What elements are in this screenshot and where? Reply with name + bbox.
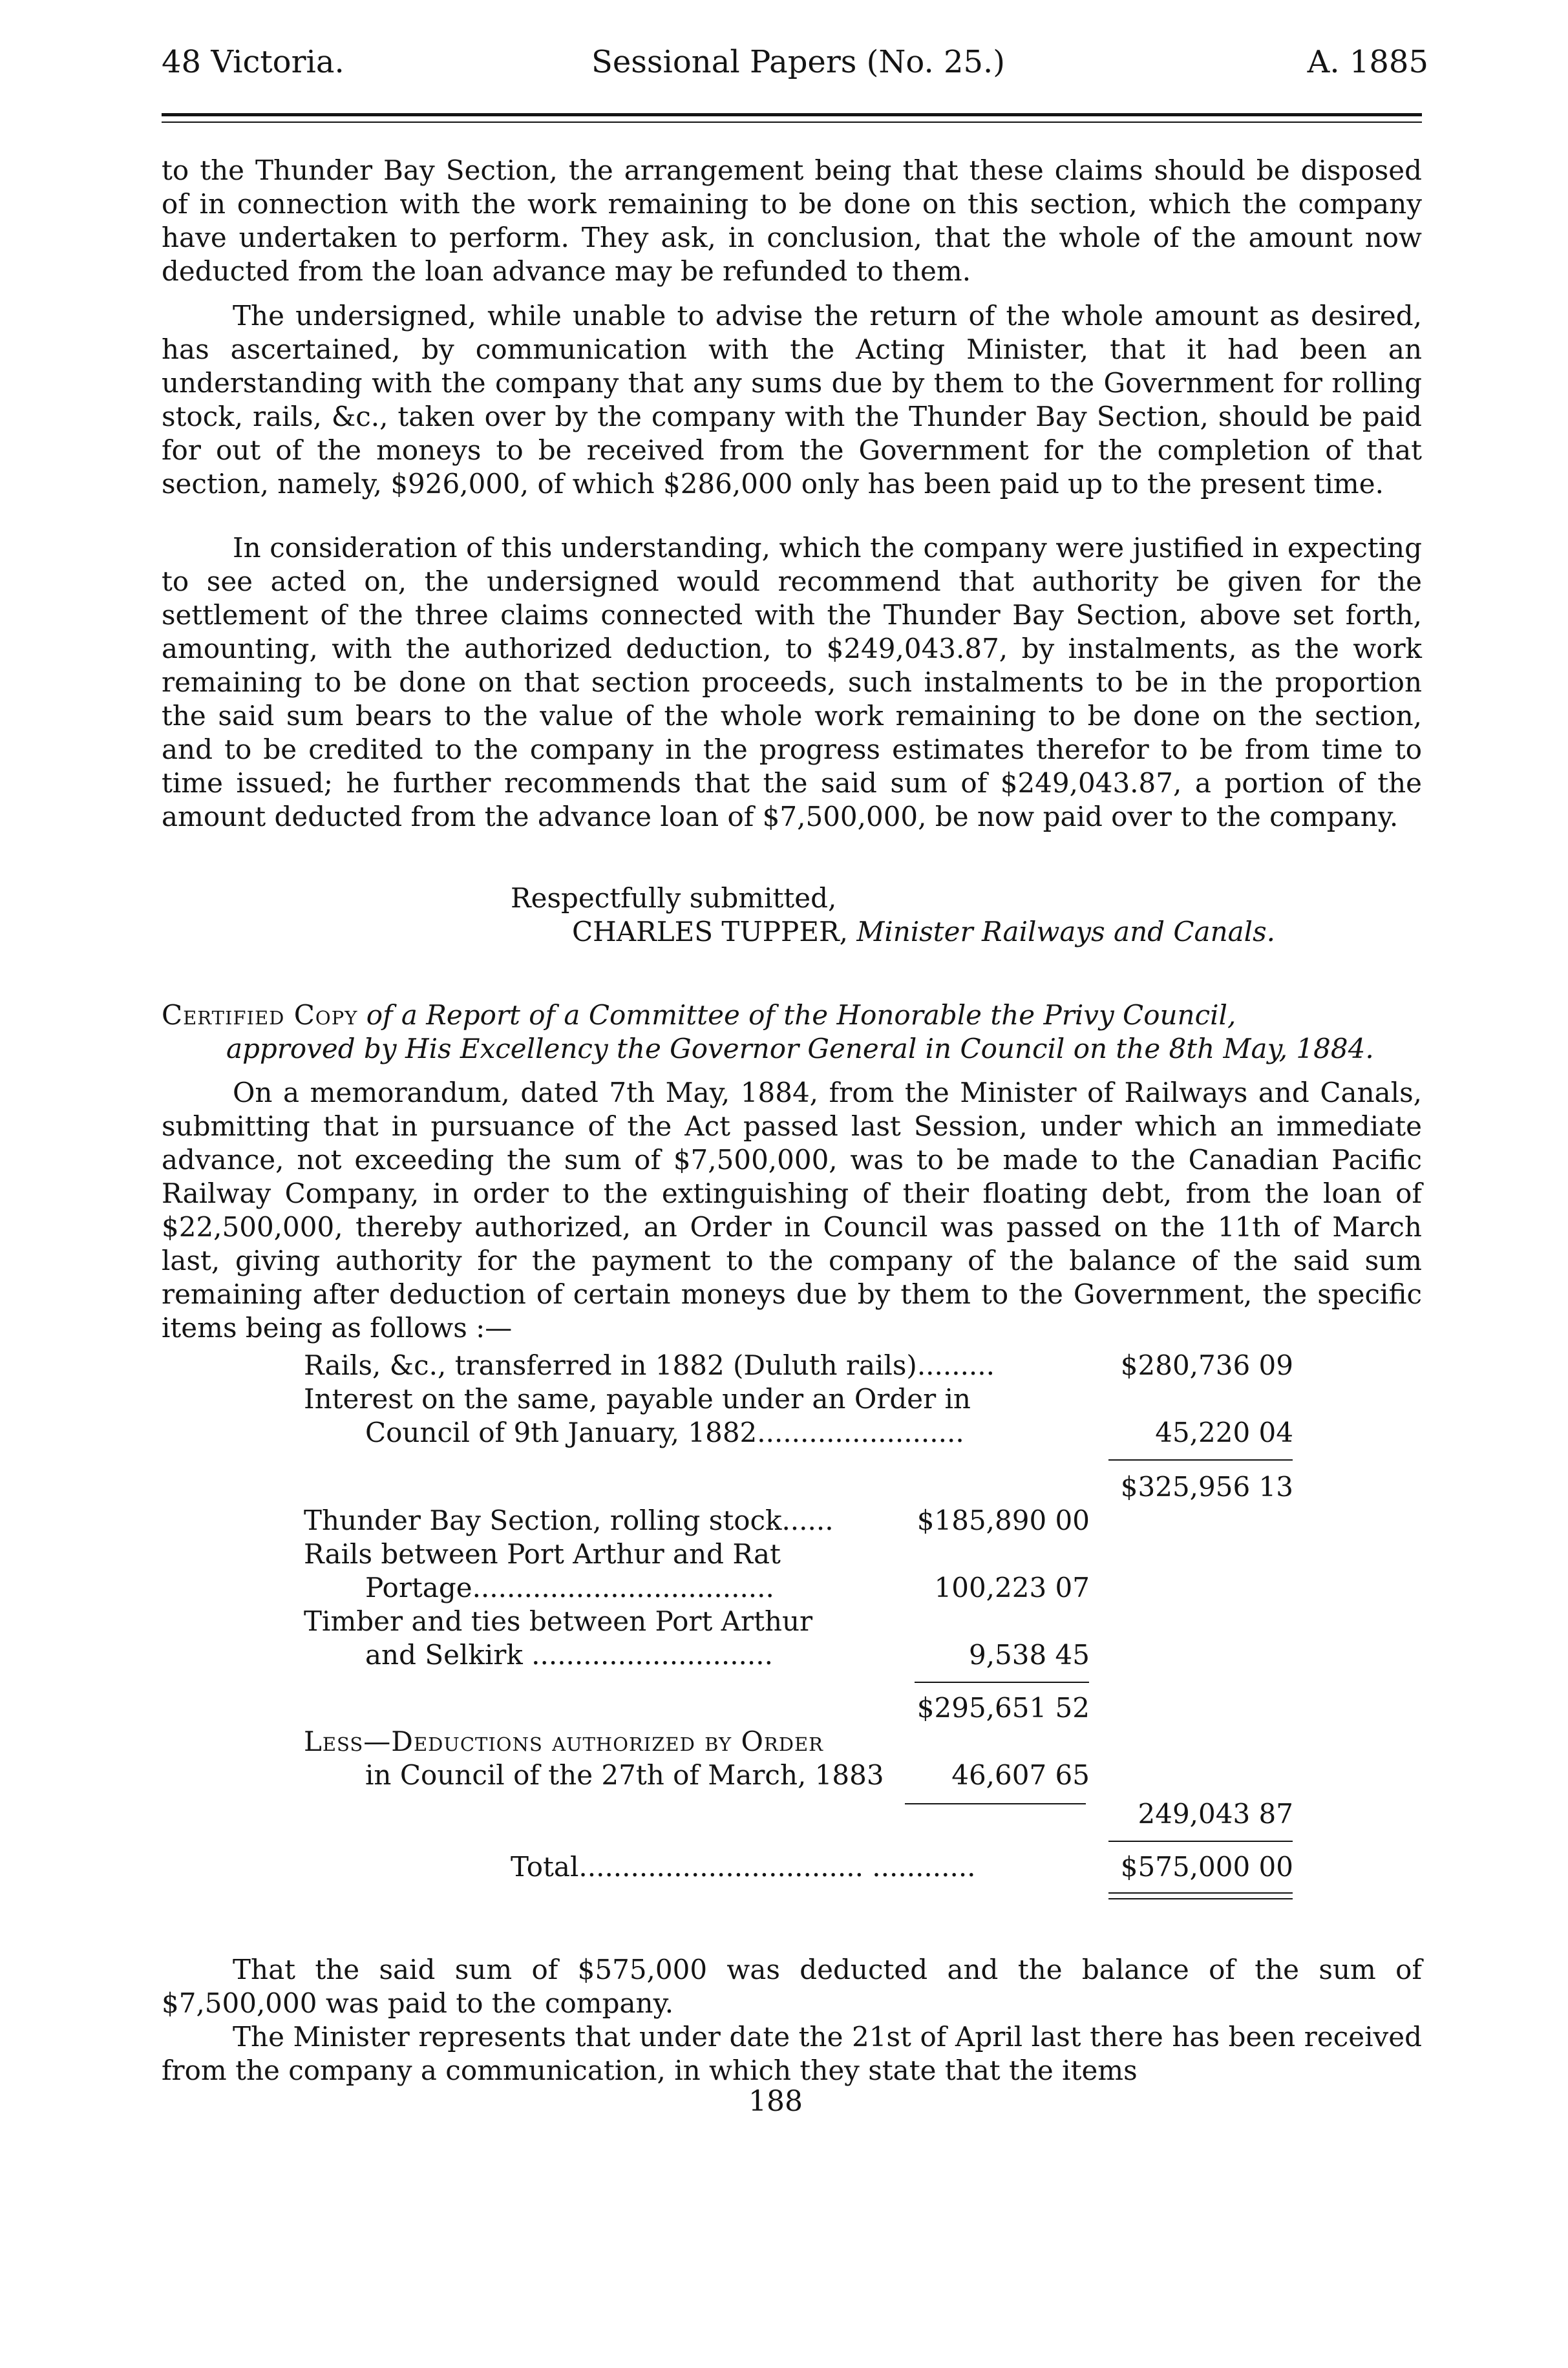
rule-subtotal2 — [915, 1682, 1089, 1683]
running-header — [0, 44, 1568, 89]
row-interest-amount: 45,220 04 — [1155, 1417, 1293, 1448]
row-rails2-label: Rails between Port Arthur and Rat — [304, 1538, 781, 1570]
subtotal-thunder-bay: $295,651 52 — [916, 1692, 1090, 1724]
row-stock-label: Thunder Bay Section, rolling stock...... — [304, 1505, 834, 1536]
header-rule-thin — [162, 122, 1422, 123]
rule-total — [1108, 1841, 1293, 1842]
row-less-amount: 46,607 65 — [951, 1759, 1090, 1791]
paragraph-continuation — [162, 154, 1422, 288]
signature-closing: Respectfully submitted, — [511, 882, 837, 914]
row-total-amount: $575,000 00 — [1120, 1851, 1293, 1883]
row-timber-amount: 9,538 45 — [968, 1639, 1090, 1671]
page-number: 188 — [748, 2085, 803, 2118]
row-interest-label-cont: Council of 9th January, 1882........................ — [365, 1417, 964, 1448]
rule-subtotal1 — [1108, 1459, 1293, 1461]
subtotal-duluth: $325,956 13 — [1120, 1471, 1293, 1503]
paragraph-recommendation — [162, 531, 1422, 834]
certified-heading — [162, 999, 1422, 1066]
row-rails-label: Rails, &c., transferred in 1882 (Duluth rails)......... — [304, 1349, 995, 1381]
row-rails2-amount: 100,223 07 — [934, 1572, 1090, 1603]
row-net-amount: 249,043 87 — [1138, 1798, 1293, 1830]
certified-line1: of a Report of a Committee of the Honorable the Privy Council, — [366, 999, 1236, 1031]
paragraph-text: The Minister represents that under date the 21st of April last there has been received from the company a communication, in which they state that the items — [162, 2021, 1422, 2086]
header-year: A. 1885 — [1307, 44, 1428, 80]
paragraph-minister — [162, 2020, 1422, 2088]
signature-name: CHARLES TUPPER, — [572, 916, 848, 947]
paragraph-text: That the said sum of $575,000 was deducted and the balance of the sum of $7,500,000 was paid to the company. — [162, 1954, 1422, 2019]
row-total-label: Total................................. ............ — [511, 1851, 976, 1883]
paragraph-text: to the Thunder Bay Section, the arrangement being that these claims should be disposed of in connection with the work remaining to be done on this section, which the company have undertaken to perform. They ask, in conclusion, that the whole of the amount now deducted from the loan advance may be refunded to them. — [162, 154, 1422, 287]
certified-line2: approved by His Excellency the Governor General in Council on the 8th May, 1884. — [226, 1033, 1374, 1064]
paragraph-deducted — [162, 1953, 1422, 2020]
row-interest-label: Interest on the same, payable under an Order in — [304, 1383, 971, 1415]
rule-total-double-1 — [1108, 1892, 1293, 1894]
row-timber-label-cont: and Selkirk ............................ — [365, 1639, 773, 1671]
signature-title: Minister Railways and Canals. — [856, 916, 1275, 947]
header-publication: Sessional Papers (No. 25.) — [591, 44, 1006, 80]
paragraph-text: The undersigned, while unable to advise the return of the whole amount as desired, has ascertained, by communication with the Acting Minister, that it had been an understanding with the company that any sums due by them to the Government for rolling stock, rails, &c., taken over by the company with the Thunder Bay Section, should be paid for out of the moneys to be received from the Government for the completion of that section, namely, $926,000, of which $286,000 only has been paid up to the present time. — [162, 300, 1422, 500]
row-less-label-cont: in Council of the 27th of March, 1883 — [365, 1759, 884, 1791]
signature-block — [572, 915, 1275, 949]
paragraph-text: On a memorandum, dated 7th May, 1884, from the Minister of Railways and Canals, submitting that in pursuance of the Act passed last Session, under which an immediate advance, not exceeding the sum of $7,500,000, was to be made to the Canadian Pacific Railway Company, in order to the extinguishing of their floating debt, from the loan of $22,500,000, thereby authorized, an Order in Council was passed on the 11th of March last, giving authority for the payment to the company of the balance of the said sum remaining after deduction of certain moneys due by them to the Government, the specific items being as follows :— — [162, 1077, 1422, 1344]
row-rails2-label-cont: Portage................................... — [365, 1572, 774, 1603]
row-rails-amount: $280,736 09 — [1120, 1349, 1293, 1381]
header-session: 48 Victoria. — [162, 44, 344, 80]
rule-total-double-2 — [1108, 1898, 1293, 1899]
row-stock-amount: $185,890 00 — [916, 1505, 1090, 1536]
header-rule-thick — [162, 113, 1422, 116]
rule-net — [905, 1803, 1086, 1804]
row-timber-label: Timber and ties between Port Arthur — [304, 1605, 813, 1637]
row-less-label: Less—Deductions authorized by Order — [304, 1726, 823, 1757]
paragraph-text: In consideration of this understanding, which the company were justified in expecting to see acted on, the undersigned would recommend that authority be given for the settlement of the three claims connected with the Thunder Bay Section, above set forth, amounting, with the authorized deduction, to $249,043.87, by instalments, as the work remaining to be done on that section proceeds, such instalments to be in the proportion the said sum bears to the value of the whole work remaining to be done on the section, and to be credited to the company in the progress estimates therefor to be from time to time issued; he further recommends that the said sum of $249,043.87, a portion of the amount deducted from the advance loan of $7,500,000, be now paid over to the company. — [162, 532, 1422, 832]
certified-lead: Certified Copy — [162, 999, 358, 1031]
paragraph-memorandum — [162, 1076, 1422, 1345]
paragraph-undersigned — [162, 299, 1422, 501]
